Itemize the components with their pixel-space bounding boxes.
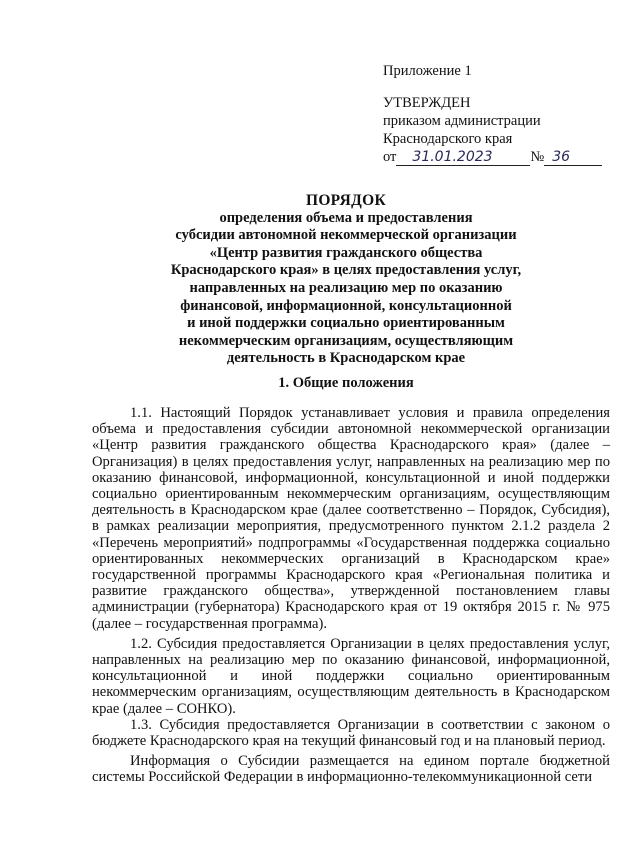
paragraph: 1.1. Настоящий Порядок устанавливает условия и правила определения объема и предоставления субсидии автономной некоммерческой организации «Центр развития гражданского общества Краснодарского края» (далее – Организация) в целях предоставления услуг, направленных на реализацию мер по оказанию финансовой, информационной, консультационной и иной поддержки социально ориентированным некоммерческим организациям, осуществляющим деятельность в Краснодарском крае (далее соответственно – Порядок, Субсидия), в рамках реализации мероприятия, предусмотренного пунктом 2.1.2 раздела 2 «Перечень мероприятий» подпрограммы «Государственная поддержка социально ориентированных некоммерческих организаций в Краснодарском крае» государственной программы Краснодарского края «Региональная политика и развитие гражданского общества», утвержденной постановлением главы администрации (губернатора) Краснодарского края от 19 октября 2015 г. № 975 (далее – государственная программа). (92, 405, 610, 632)
handwritten-number: 36 (552, 149, 571, 165)
title-line: некоммерческим организациям, осуществляющим (178, 332, 514, 349)
number-field (544, 150, 602, 166)
appendix-label: Приложение 1 (383, 63, 472, 79)
title-line: «Центр развития гражданского общества (209, 244, 483, 261)
title-main: ПОРЯДОК (305, 192, 387, 209)
paragraph: Информация о Субсидии размещается на едином портале бюджетной системы Российской Федерации в информационно-телекоммуникационной сети (92, 753, 610, 786)
paragraph: 1.2. Субсидия предоставляется Организации в целях предоставления услуг, направленных на реализацию мер по оказанию финансовой, информационной, консультационной и иной поддержки социально ориентированным некоммерческим организациям, осуществляющим деятельность в Краснодарском крае (далее – СОНКО). (92, 635, 610, 717)
document-body (92, 405, 610, 786)
title-line: и иной поддержки социально ориентированным (187, 315, 505, 332)
title-line: направленных на реализацию мер по оказанию (189, 279, 503, 296)
section-heading: 1. Общие положения (278, 375, 414, 391)
document-title (96, 192, 596, 368)
approval-block (383, 94, 623, 166)
date-prefix: от (383, 149, 397, 165)
number-prefix: № (530, 149, 545, 165)
date-field (396, 150, 530, 166)
approved-label: УТВЕРЖДЕН (383, 95, 471, 111)
title-line: деятельность в Краснодарском крае (226, 350, 466, 367)
date-number-row (383, 148, 623, 166)
title-line: Краснодарского края» в целях предоставления услуг, (170, 262, 522, 279)
paragraph: 1.3. Субсидия предоставляется Организации в соответствии с законом о бюджете Краснодарского края на текущий финансовый год и на плановый период. (92, 716, 610, 750)
title-line: финансовой, информационной, консультационной (180, 297, 512, 314)
title-line: определения объема и предоставления (219, 209, 473, 226)
title-line: субсидии автономной некоммерческой организации (175, 227, 517, 244)
order-label: приказом администрации (383, 113, 541, 129)
region-label: Краснодарского края (383, 131, 513, 147)
handwritten-date: 31.01.2023 (412, 149, 493, 165)
